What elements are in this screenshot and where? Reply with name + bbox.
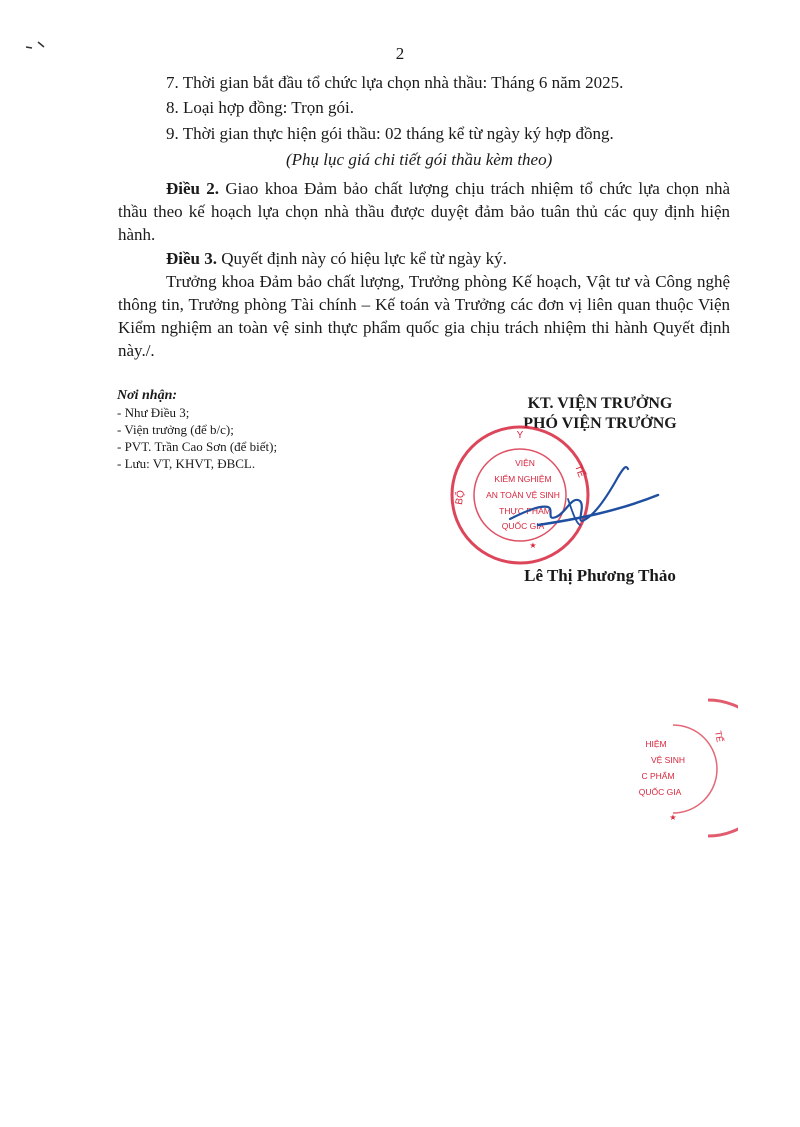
stamp-top-text: Y (516, 430, 524, 441)
signer-name: Lê Thị Phương Thảo (524, 566, 676, 585)
partial-stamp-line: HIỆM (645, 739, 667, 749)
stamp-line: THỰC PHẨM (499, 506, 551, 516)
article-3-text: Quyết định này có hiệu lực kể từ ngày ký. (221, 249, 507, 268)
signature-title-1: KT. VIỆN TRƯỞNG (527, 395, 673, 412)
article-2-text: Giao khoa Đảm bảo chất lượng chịu trách nhiệm tổ chức lựa chọn nhà thầu theo kế hoạch lựa chọn nhà thầu được duyệt đảm bảo tuân thủ các quy định hiện hành. (118, 179, 731, 244)
handwritten-signature (468, 455, 668, 565)
responsibility-paragraph (118, 270, 730, 362)
partial-stamp-line: QUỐC GIA (638, 787, 682, 797)
stamp-line: AN TOÀN VỆ SINH (486, 490, 560, 500)
article-3 (118, 247, 730, 270)
partial-stamp-line: VỆ SINH (650, 755, 686, 765)
stamp-right-text: TẾ (571, 463, 587, 480)
stamp-line: KIỂM NGHIỆM (494, 474, 552, 484)
stamp-line: VIỆN (515, 458, 535, 468)
article-2-label: Điều 2. (166, 179, 220, 198)
stamp-line: QUỐC GIA (501, 521, 545, 531)
responsibility-text: Trưởng khoa Đảm bảo chất lượng, Trưởng phòng Kế hoạch, Vật tư và Công nghệ thông tin, Trưởng phòng Tài chính – Kế toán và Trưởng các đơn vị liên quan thuộc Viện Kiểm nghiệm an toàn vệ sinh thực phẩm quốc gia chịu trách nhiệm thi hành Quyết định này./. (118, 272, 730, 360)
partial-stamp-right: TẾ (713, 729, 725, 744)
stamp-star: ★ (529, 541, 537, 550)
recipients-title: Nơi nhận: (117, 388, 178, 403)
list-item: 9. Thời gian thực hiện gói thầu: 02 tháng kể từ ngày ký hợp đồng. (166, 124, 614, 143)
list-item: 7. Thời gian bắt đầu tổ chức lựa chọn nhà thầu: Tháng 6 năm 2025. (166, 73, 624, 92)
appendix-note: (Phụ lục giá chi tiết gói thầu kèm theo) (286, 150, 553, 169)
recipients-block (117, 387, 277, 472)
article-3-label: Điều 3. (166, 249, 217, 268)
partial-stamp-star: ★ (669, 813, 677, 822)
recipient-item: - PVT. Trần Cao Sơn (để biết); (117, 439, 278, 454)
article-2 (118, 177, 730, 246)
recipient-item: - Như Điều 3; (117, 405, 190, 420)
partial-stamp (628, 695, 738, 845)
recipient-item: - Viện trưởng (để b/c); (117, 422, 234, 437)
page-number: 2 (395, 44, 405, 63)
partial-stamp-line: C PHẨM (641, 771, 675, 781)
list-item: 8. Loại hợp đồng: Trọn gói. (166, 98, 354, 117)
signature-title-2: PHÓ VIỆN TRƯỞNG (523, 415, 677, 432)
stamp-left-text: BỘ (453, 489, 468, 506)
recipient-item: - Lưu: VT, KHVT, ĐBCL. (117, 456, 256, 471)
